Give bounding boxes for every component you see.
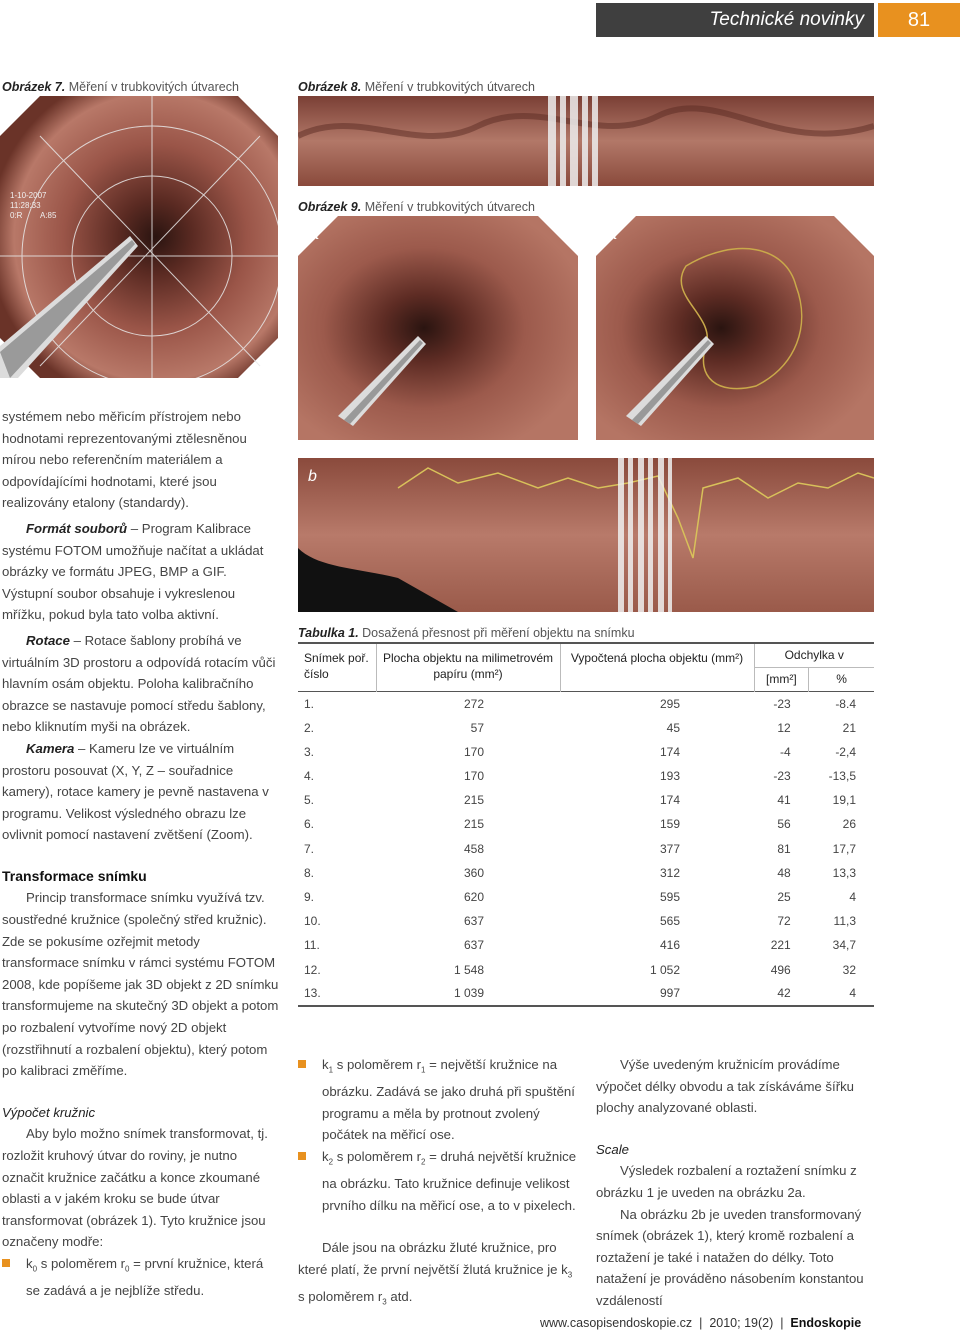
table-cell: 377: [659, 841, 680, 856]
table-cell: 8.: [304, 865, 315, 880]
table-cell: 56: [777, 817, 791, 832]
table-header-paper-area: Plocha objektu na milimetrovém papíru (mm²): [376, 643, 560, 691]
section-title: Technické novinky: [596, 3, 874, 37]
table-cell: 1 052: [649, 962, 680, 977]
right-paragraph-3: Na obrázku 2b je uveden transformovaný snímek (obrázek 1), který kromě rozbalení a roztažení je také i natažen do délky. Toto natažení je prováděno násobením konstantou vzdáleností: [596, 1206, 864, 1308]
table-row: [298, 909, 874, 933]
figure-9b-label: b: [308, 468, 317, 485]
table-cell: 312: [659, 865, 680, 880]
table-cell: 25: [777, 889, 791, 904]
right-paragraph-1: Výše uvedeným kružnicím provádíme výpočet délky obvodu a tak získáváme šířku plochy analyzované oblasti.: [596, 1057, 855, 1116]
table-row: [298, 812, 874, 836]
table-cell: 81: [777, 841, 791, 856]
table-cell: 174: [659, 793, 680, 808]
table-cell: 620: [463, 889, 484, 904]
table-cell: 416: [659, 938, 680, 953]
table-cell: 6.: [304, 817, 315, 832]
table-cell: 10.: [304, 914, 321, 929]
table-cell: 997: [659, 986, 680, 1001]
table-row: [298, 957, 874, 981]
table-cell: 19,1: [832, 793, 856, 808]
table-cell: 17,7: [832, 841, 856, 856]
table-cell: 595: [659, 889, 680, 904]
figure-9a-image-left: [298, 216, 578, 440]
table-cell: 295: [659, 696, 680, 711]
figure-7-overlay-line-3: 0:R: [10, 211, 23, 220]
table-cell: 458: [463, 841, 484, 856]
figure-9a-image-right: [596, 216, 874, 440]
table-cell: 215: [463, 817, 484, 832]
right-subheading: Scale: [596, 1141, 629, 1157]
middle-paragraph: Dále jsou na obrázku žluté kružnice, pro které platí, že první největší žlutá kružnice je $k_3$ s poloměrem $r_3$ atd.: [298, 1240, 573, 1307]
figure-8-caption: Obrázek 8. Měření v trubkovitých útvarech: [298, 80, 535, 94]
left-paragraph-4: Kamera – Kameru lze ve virtuálním prostoru posouvat (X, Y, Z – souřadnice kamery), rotace kamery je pevně nastavena v programu. Velikost výsledného obrazu lze ovlivnit pomocí nastavení zvětšení (Zoom).: [2, 740, 269, 843]
table-cell: 2.: [304, 720, 315, 735]
table-row: [298, 885, 874, 909]
table-cell: 4: [849, 986, 856, 1001]
table-row: [298, 982, 874, 1006]
table-cell: -23: [773, 696, 791, 711]
table-cell: 1 039: [453, 986, 484, 1001]
table-row: [298, 861, 874, 885]
figure-9a-label-right: a: [608, 226, 617, 243]
table-header-index: Snímek poř. číslo: [304, 651, 369, 681]
table-cell: 42: [777, 986, 791, 1001]
table-header-deviation: Odchylka v: [754, 643, 874, 667]
middle-text-column: [298, 1054, 578, 1314]
table-cell: 21: [842, 720, 856, 735]
figure-7-overlay-line-4: A:85: [40, 211, 57, 220]
table-row: [298, 716, 874, 740]
table-cell: 5.: [304, 793, 315, 808]
table-cell: 637: [463, 938, 484, 953]
table-cell: -13,5: [828, 769, 856, 784]
table-cell: 41: [777, 793, 791, 808]
section-heading: Transformace snímku: [2, 867, 147, 884]
figure-9-caption: Obrázek 9. Měření v trubkovitých útvarech: [298, 200, 535, 214]
table-cell: 159: [659, 817, 680, 832]
table-row: [298, 788, 874, 812]
table-cell: 11,3: [833, 914, 856, 929]
left-paragraph-5: Princip transformace snímku využívá tzv. soustředné kružnice (společný střed kružnic). Zde se pokusíme ozřejmit metody transformace snímku v rámci systému FOTOM 2008, kde popíšeme jak 3D objekt z 2D snímku transformujeme na skutečný 3D objekt a potom po rozbalení vytvoříme nový 2D objekt (rozstřihnutí a rozbalení objektu), který potom po kalibraci změříme.: [2, 890, 279, 1079]
table-cell: 637: [463, 914, 484, 929]
table-cell: 9.: [304, 889, 315, 904]
footer-issue: 2010; 19(2): [709, 1316, 774, 1330]
table-cell: 7.: [304, 841, 315, 856]
table-row: [298, 740, 874, 764]
table-cell: 12: [777, 720, 791, 735]
figure-9a-label-left: a: [310, 226, 319, 243]
bullet-k1: $k_1$ s poloměrem $r_1$ = největší kružnice na obrázku. Zadává se jako druhá při spuštění programu a měla by protnout zvolený počátek na měřicí ose.: [298, 1054, 578, 1146]
left-paragraph-1: systémem nebo měřicím přístrojem nebo hodnotami reprezentovanými ztělesněnou mírou nebo referenčním materiálem a odpovídajícími hodnotami, které jsou realizovány etalony (standardy).: [2, 409, 247, 511]
table-cell: 565: [659, 914, 680, 929]
table-row: [298, 691, 874, 715]
table-cell: 360: [463, 865, 484, 880]
table-cell: 3.: [304, 744, 315, 759]
table-cell: 4: [849, 889, 856, 904]
table-cell: 12.: [304, 962, 321, 977]
table-cell: 11.: [304, 938, 320, 953]
table-header-deviation-percent: %: [809, 667, 874, 691]
table-row: [298, 764, 874, 788]
left-paragraph-3: Rotace – Rotace šablony probíhá ve virtuálním 3D prostoru a odpovídá rotacím vůči hlavním osám objektu. Poloha kalibračního obrazce se nastavuje pomocí středu šablony, nebo kliknutím myši na obrázek.: [2, 632, 276, 735]
table-cell: 272: [463, 696, 484, 711]
table-row: [298, 933, 874, 957]
right-text-column: [596, 1054, 874, 1312]
table-cell: 170: [463, 744, 484, 759]
figure-7-caption: Obrázek 7. Měření v trubkovitých útvarech: [2, 80, 239, 94]
table-cell: 48: [777, 865, 791, 880]
figure-7-overlay-line-1: 1-10-2007: [10, 191, 47, 200]
table-cell: 72: [777, 914, 791, 929]
left-text-column: [2, 406, 280, 1302]
table-cell: -4: [780, 744, 791, 759]
left-paragraph-6: Aby bylo možno snímek transformovat, tj. rozložit kruhový útvar do roviny, je nutno označit kružnice začátku a konce zkoumané oblasti a v jakém kroku se bude útvar transformovat (obrázek 1). Tyto kružnice jsou označeny modře:: [2, 1126, 268, 1250]
table-header-deviation-mm: [mm²]: [754, 667, 809, 691]
page-number: 81: [878, 3, 960, 37]
page-header: [596, 3, 960, 37]
bullet-k2: $k_2$ s poloměrem $r_2$ = druhá největší kružnice na obrázku. Tato kružnice definuje velikost prvního dílku na měřicí ose, a to v pixelech.: [298, 1146, 578, 1216]
table-cell: 193: [659, 769, 680, 784]
table-cell: 13,3: [832, 865, 856, 880]
page-footer: www.casopisendoskopie.cz | 2010; 19(2) | Endoskopie: [540, 1316, 862, 1330]
table-cell: -8.4: [835, 696, 856, 711]
table-cell: -23: [773, 769, 791, 784]
footer-journal: Endoskopie: [790, 1316, 862, 1330]
figure-7-image: [0, 96, 278, 378]
figure-9b-image: [298, 458, 874, 612]
table-cell: 215: [463, 793, 484, 808]
bullet-k0: $k_0$ s poloměrem $r_0$ = první kružnice, která se zadává a je nejblíže středu.: [2, 1253, 280, 1302]
table-cell: 1.: [304, 696, 315, 711]
table-caption: Tabulka 1. Dosažená přesnost při měření objektu na snímku: [298, 626, 635, 640]
right-paragraph-2: Výsledek rozbalení a roztažení snímku z obrázku 1 je uveden na obrázku 2a.: [596, 1163, 857, 1200]
table-cell: 174: [659, 744, 680, 759]
table-cell: -2,4: [835, 744, 856, 759]
table-cell: 34,7: [832, 938, 856, 953]
figure-8-image: [298, 96, 874, 186]
table-cell: 57: [470, 720, 484, 735]
table-cell: 26: [842, 817, 856, 832]
table-cell: 32: [842, 962, 856, 977]
table-cell: 170: [463, 769, 484, 784]
table-cell: 13.: [304, 986, 321, 1001]
table-row: [298, 837, 874, 861]
subsection-heading: Výpočet kružnic: [2, 1104, 96, 1120]
table-cell: 221: [770, 938, 791, 953]
table-header-computed-area: Vypočtená plocha objektu (mm²): [560, 643, 754, 691]
accuracy-table: [298, 642, 874, 1007]
left-paragraph-2: Formát souborů – Program Kalibrace systému FOTOM umožňuje načítat a ukládat obrázky ve formátu JPEG, BMP a GIF. Výstupní soubor obsahuje i vykreslenou mřížku, pokud byla tato volba aktivní.: [2, 520, 264, 623]
table-cell: 45: [666, 720, 680, 735]
table-cell: 1 548: [453, 962, 484, 977]
table-cell: 4.: [304, 769, 315, 784]
table-cell: 496: [770, 962, 791, 977]
figure-7-overlay-line-2: 11:28:33: [10, 201, 41, 210]
footer-url[interactable]: www.casopisendoskopie.cz: [540, 1316, 693, 1330]
